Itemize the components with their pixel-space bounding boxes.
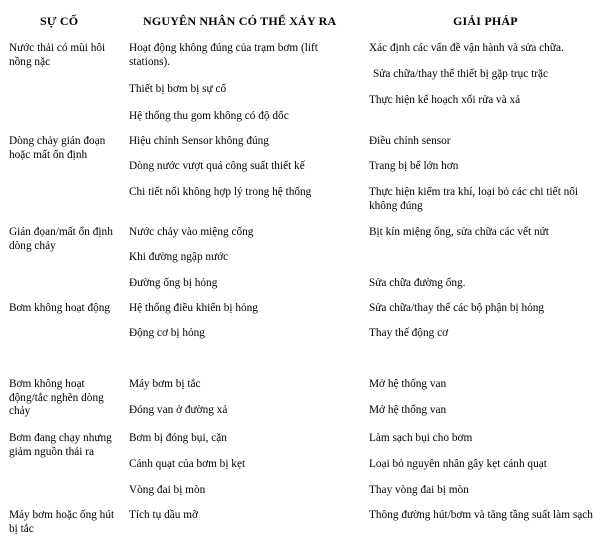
solution-cell: Làm sạch bụi cho bơm [369,432,473,444]
solution-cell: Thay vòng đai bị mòn [369,484,469,496]
problem-cell: Bơm không hoạt động/tắc nghẽn dòng chảy [9,378,104,417]
solution-cell: Bịt kín miệng ống, sửa chữa các vết nứt [369,226,549,238]
cause-cell: Máy bơm bị tắc [129,378,201,390]
cause-cell: Dòng nước vượt quá công suất thiết kế [129,160,305,172]
cause-cell: Vòng đai bị mòn [129,484,206,496]
solution-cell: Sửa chữa/thay thế các bộ phận bị hỏng [369,302,545,314]
solution-cell: Thực hiện kế hoạch xối rửa và xả [369,94,521,106]
cause-cell: Đường ống bị hỏng [129,277,218,289]
solution-cell: Điều chỉnh sensor [369,135,451,147]
problem-cell: Bơm không hoạt động [9,302,111,314]
solution-cell: Trang bị bể lớn hơn [369,160,459,172]
problem-cell: Bơm đang chạy nhưng giảm nguồn thải ra [9,432,112,458]
header-solution: GIẢI PHÁP [453,14,518,28]
problem-cell: Nước thải có mùi hôi nồng nặc [9,42,106,68]
solution-cell: Sửa chữa/thay thế thiết bị gặp trục trặc [373,68,549,80]
cause-cell: Cánh quạt của bơm bị kẹt [129,458,246,470]
solution-cell: Mở hệ thống van [369,404,447,416]
cause-cell: Đóng van ở đường xả [129,404,228,416]
problem-cell: Dòng chảy gián đoạn hoặc mất ổn định [9,135,106,161]
cause-cell: Động cơ bị hỏng [129,327,205,339]
solution-cell: Thông đường hút/bơm và tăng tầng suất làm sạch [369,509,593,521]
cause-cell: Hoạt động không đúng của trạm bơm (lift stations). [129,42,318,68]
cause-cell: Hệ thống thu gom không có độ dốc [129,110,289,122]
cause-cell: Hệ thống điều khiển bị hỏng [129,302,258,314]
cause-cell: Nước chảy vào miệng cống [129,226,254,238]
cause-cell: Thiết bị bơm bị sự cố [129,83,227,95]
cause-cell: Chi tiết nối không hợp lý trong hệ thống [129,186,312,198]
problem-cell: Máy bơm hoặc ống hút bị tắc [9,509,115,535]
solution-cell: Thay thế động cơ [369,327,449,339]
header-cause: NGUYÊN NHÂN CÓ THỂ XẢY RA [143,14,337,28]
solution-cell: Xác định các vấn đề vận hành và sửa chữa. [369,42,564,54]
cause-cell: Bơm bị đóng bụi, cặn [129,432,227,444]
solution-cell: Sửa chữa đường ống. [369,277,466,289]
solution-cell: Mở hệ thống van [369,378,447,390]
solution-cell: Thực hiện kiểm tra khí, loại bỏ các chi tiết nối không đúng [369,186,579,212]
solution-cell: Loại bỏ nguyên nhân gây kẹt cánh quạt [369,458,547,470]
cause-cell: Hiệu chỉnh Sensor không đúng [129,135,269,147]
cause-cell: Tích tụ dầu mỡ [129,509,199,521]
header-problem: SỰ CỐ [40,14,79,28]
cause-cell: Khi đường ngập nước [129,251,229,263]
problem-cell: Gián đọan/mất ổn định dòng chảy [9,226,113,252]
